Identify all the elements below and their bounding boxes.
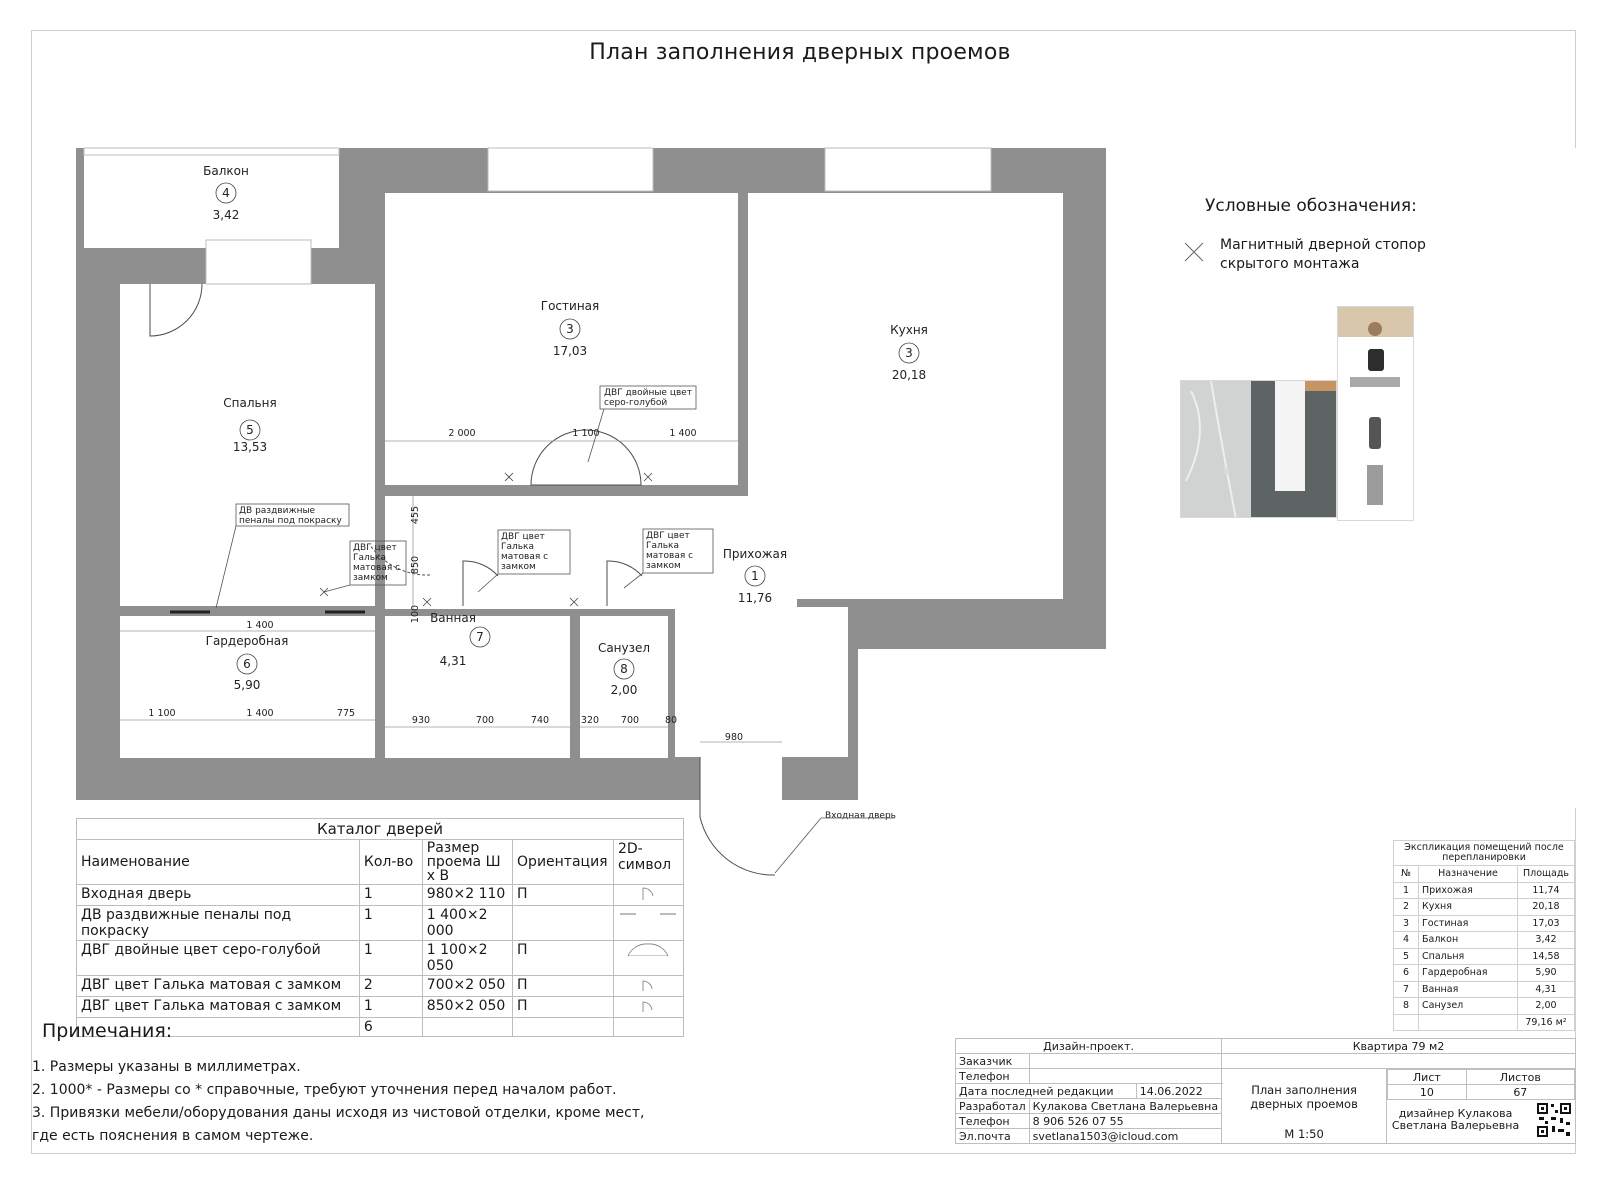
table-row [77,906,684,941]
stopper-photo-parts-art [1338,307,1414,521]
explication-header-name: Назначение [1419,866,1518,883]
dim-value: 700 [620,715,640,726]
dim-value: 1 100 [148,708,176,719]
explication-num: 3 [1394,915,1419,932]
room-bedroom-num: 5 [246,423,254,437]
table-row [1394,948,1575,965]
explication-name: Гостиная [1419,915,1518,932]
catalog-cell-name: ДВГ цвет Галька матовая с замком [77,976,360,997]
legend-title: Условные обозначения: [1205,196,1417,216]
stamp-last-edit-label: Дата последней редакции [956,1084,1137,1099]
catalog-cell-size: 1 100×2 050 [422,941,512,976]
legend-item-line1: Магнитный дверной стопор [1220,237,1426,253]
explication-header-area: Площадь [1518,866,1575,883]
catalog-cell-qty: 1 [359,997,422,1018]
callout-door-b: Галька [501,542,535,552]
callout-door-c: Галька [646,541,680,551]
explication-table [1393,840,1575,1031]
explication-area: 14,58 [1518,948,1575,965]
stamp-phone: 8 906 526 07 55 [1029,1114,1221,1129]
catalog-header-symbol: 2D-символ [613,840,683,885]
room-balcony-num: 4 [222,186,230,200]
catalog-cell-name: ДВГ цвет Галька матовая с замком [77,997,360,1018]
table-row [1394,882,1575,899]
catalog-header-size: Размер проема Ш х В [422,840,512,885]
catalog-cell-size: 700×2 050 [422,976,512,997]
dim-value: 1 400 [246,708,274,719]
dim-value: 2 000 [448,428,476,439]
stamp-apartment: Квартира 79 м2 [1222,1039,1576,1054]
room-hall-name: Прихожая [722,547,788,561]
room-hall-num: 1 [751,569,759,583]
explication-name: Ванная [1419,981,1518,998]
dim-value: 930 [411,715,431,726]
catalog-cell-orientation: П [513,885,614,906]
catalog-cell-qty: 2 [359,976,422,997]
table-row [1394,965,1575,982]
explication-area: 11,74 [1518,882,1575,899]
explication-title: Экспликация помещений после перепланировки [1394,841,1575,866]
catalog-symbol-door-icon [613,885,683,906]
room-wardrobe-name: Гардеробная [205,634,289,648]
room-wc-name: Санузел [597,641,651,655]
dim-value: 1 100 [572,428,600,439]
catalog-cell-orientation: П [513,941,614,976]
catalog-cell-name: ДВГ двойные цвет серо-голубой [77,941,360,976]
room-balcony-name: Балкон [203,164,249,178]
callout-door-b: ДВГ цвет [501,532,545,542]
room-living-num: 3 [566,322,574,336]
qr-code-icon [1536,1102,1572,1138]
room-wardrobe-num: 6 [243,657,251,671]
explication-area: 20,18 [1518,899,1575,916]
note-line: 1. Размеры указаны в миллиметрах. [32,1059,301,1075]
stamp-last-edit-date: 14.06.2022 [1136,1084,1221,1099]
catalog-cell-name: Входная дверь [77,885,360,906]
stamp-sheets: 67 [1466,1085,1574,1100]
room-bedroom-name: Спальня [223,396,277,410]
stopper-photo-floor [1180,380,1337,518]
explication-name: Санузел [1419,998,1518,1015]
explication-area: 5,90 [1518,965,1575,982]
title-block [955,1038,1576,1144]
stamp-sheet: 10 [1388,1085,1467,1100]
dim-value: 320 [580,715,600,726]
note-line: где есть пояснения в самом чертеже. [32,1128,314,1144]
callout-door-b: замком [501,562,536,572]
dim-value: 100 [410,604,421,624]
room-bath-num: 7 [476,630,484,644]
stamp-phone-label: Телефон [956,1069,1030,1084]
stopper-photo-parts [1337,306,1414,521]
catalog-cell-size: 850×2 050 [422,997,512,1018]
dim-value: 1 400 [246,620,274,631]
callout-double-door: серо-голубой [604,398,668,408]
explication-header [1394,866,1575,883]
explication-num: 6 [1394,965,1419,982]
catalog-cell-qty: 1 [359,885,422,906]
table-row [1394,899,1575,916]
page-title: План заполнения дверных проемов [589,40,1011,65]
stamp-sheet-numbers [1387,1069,1576,1144]
callout-door-a: ДВГ цвет [353,543,397,553]
dim-value: 80 [664,715,678,726]
door-catalog-header [77,840,684,885]
explication-name: Кухня [1419,899,1518,916]
catalog-cell-qty: 1 [359,941,422,976]
table-row [1394,932,1575,949]
table-row [1394,915,1575,932]
catalog-symbol-double-door-icon [613,941,683,976]
table-row [77,885,684,906]
explication-name: Балкон [1419,932,1518,949]
catalog-total-qty: 6 [359,1018,422,1037]
catalog-cell-size: 980×2 110 [422,885,512,906]
table-row [1394,998,1575,1015]
room-bath-area: 4,31 [439,654,467,668]
room-living-area: 17,03 [552,344,588,358]
stamp-sheet-label: Лист [1388,1070,1467,1085]
room-wc-area: 2,00 [610,683,638,697]
door-catalog-caption: Каталог дверей [77,819,684,840]
callout-entrance: Входная дверь [825,811,896,821]
stamp-sheet-block [1222,1069,1387,1144]
explication-header-num: № [1394,866,1419,883]
explication-name: Гардеробная [1419,965,1518,982]
stamp-developer-label: Разработал [956,1099,1030,1114]
stamp-sheets-label: Листов [1466,1070,1574,1085]
catalog-symbol-door-icon [613,997,683,1018]
room-kitchen-name: Кухня [890,323,928,337]
note-line: 2. 1000* - Размеры со * справочные, требуют уточнения перед началом работ. [32,1082,617,1098]
explication-total: 79,16 м² [1518,1014,1575,1031]
dim-value: 740 [530,715,550,726]
explication-area: 2,00 [1518,998,1575,1015]
notes-heading: Примечания: [42,1020,173,1042]
dim-value: 775 [336,708,356,719]
explication-num: 4 [1394,932,1419,949]
catalog-header-qty: Кол-во [359,840,422,885]
stamp-client-label: Заказчик [956,1054,1030,1069]
stamp-phone-label2: Телефон [956,1114,1030,1129]
catalog-header-name: Наименование [77,840,360,885]
stamp-sheet-title: План заполнения дверных проемов [1250,1083,1358,1111]
callout-door-a: замком [353,573,388,583]
callout-door-a: Галька [353,553,387,563]
table-row [77,941,684,976]
explication-area: 4,31 [1518,981,1575,998]
catalog-symbol-door-icon [613,976,683,997]
catalog-cell-orientation [513,906,614,941]
explication-num: 5 [1394,948,1419,965]
room-wardrobe-area: 5,90 [233,678,261,692]
dim-value: 700 [475,715,495,726]
room-living-name: Гостиная [540,299,600,313]
room-wc-num: 8 [620,662,628,676]
room-kitchen-area: 20,18 [891,368,927,382]
catalog-cell-orientation: П [513,976,614,997]
door-catalog-table [76,818,684,1037]
explication-name: Спальня [1419,948,1518,965]
room-balcony-area: 3,42 [212,208,240,222]
dim-value: 1 400 [669,428,697,439]
stopper-photo-floor-art [1181,381,1337,518]
catalog-cell-size: 1 400×2 000 [422,906,512,941]
table-row [77,997,684,1018]
notes-list [32,1056,644,1148]
dim-value: 850 [410,555,421,575]
table-row-total [1394,1014,1575,1031]
callout-door-c: замком [646,561,681,571]
callout-double-door: ДВГ двойные цвет [604,388,693,398]
room-bedroom-area: 13,53 [232,440,268,454]
stamp-designer: дизайнер Кулакова Светлана Валерьевна [1391,1107,1520,1132]
plan-outer-step [848,599,1106,649]
stamp-email-label: Эл.почта [956,1129,1030,1144]
catalog-cell-name: ДВ раздвижные пеналы под покраску [77,906,360,941]
explication-name: Прихожая [1419,882,1518,899]
catalog-cell-qty: 1 [359,906,422,941]
callout-door-b: матовая с [501,552,549,562]
catalog-cell-orientation: П [513,997,614,1018]
explication-area: 17,03 [1518,915,1575,932]
room-kitchen-num: 3 [905,346,913,360]
catalog-header-orientation: Ориентация [513,840,614,885]
dim-value: 980 [724,732,744,743]
callout-door-a: матовая с [353,563,401,573]
table-row [77,976,684,997]
dim-value: 455 [410,505,421,525]
stamp-email: svetlana1503@icloud.com [1029,1129,1221,1144]
catalog-symbol-sliding-icon [613,906,683,941]
room-bath-name: Ванная [430,611,476,625]
callout-door-c: ДВГ цвет [646,531,690,541]
room-hall-area: 11,76 [737,591,773,605]
explication-num: 7 [1394,981,1419,998]
explication-num: 2 [1394,899,1419,916]
table-row [1394,981,1575,998]
callout-door-c: матовая с [646,551,694,561]
legend-item [1220,236,1426,274]
note-line: 3. Привязки мебели/оборудования даны исходя из чистовой отделки, кроме мест, [32,1105,645,1121]
callout-sliding: ДВ раздвижные [239,506,316,516]
explication-num: 1 [1394,882,1419,899]
stamp-design: Дизайн-проект. [956,1039,1222,1054]
explication-num: 8 [1394,998,1419,1015]
stamp-scale: М 1:50 [1284,1127,1324,1141]
callout-sliding: пеналы под покраску [239,516,342,526]
explication-area: 3,42 [1518,932,1575,949]
legend-item-line2: скрытого монтажа [1220,256,1360,272]
stamp-developer: Кулакова Светлана Валерьевна [1029,1099,1221,1114]
